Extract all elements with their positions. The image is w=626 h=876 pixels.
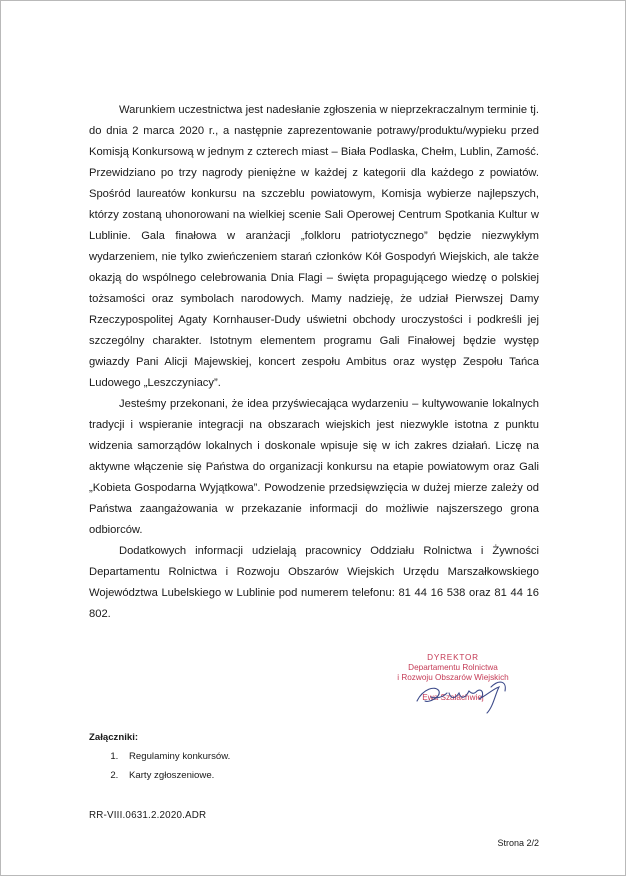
stamp-department-line2: i Rozwoju Obszarów Wiejskich <box>397 673 509 682</box>
director-stamp <box>383 653 523 715</box>
paragraph-contest-details: Warunkiem uczestnictwa jest nadesłanie zgłoszenia w nieprzekraczalnym terminie tj. do dnia 2 marca 2020 r., a następnie zaprezentowanie potrawy/produktu/wypieku przed Komisją Konkursową w jednym z czterech miast – Biała Podlaska, Chełm, Lublin, Zamość. Przewidziano po trzy nagrody pieniężne w każdej z kategorii dla każdego z powiatów. Spośród laureatów konkursu na szczeblu powiatowym, Komisja wybierze najlepszych, którzy zostaną uhonorowani na wielkiej scenie Sali Operowej Centrum Spotkania Kultur w Lublinie. Gala finałowa w aranżacji „folkloru patriotycznego” będzie niezwykłym wydarzeniem, nie tylko zwieńczeniem starań członków Kół Gospodyń Wiejskich, ale także okazją do wspólnego celebrowania Dnia Flagi – święta propagującego wiedzę o polskiej tożsamości oraz symbolach narodowych. Mamy nadzieję, że udział Pierwszej Damy Rzeczypospolitej Agaty Kornhauser-Dudy uświetni obchody uroczystości i podkreśli jej szczególny charakter. Istotnym elementem programu Gali Finałowej będzie występ gwiazdy Pani Alicji Majewskiej, koncert zespołu Ambitus oraz występ Zespołu Tańca Ludowego „Leszczyniacy”. <box>89 104 539 389</box>
paragraph-contact-info: Dodatkowych informacji udzielają pracownicy Oddziału Rolnictwa i Żywności Departamentu Rolnictwa i Rozwoju Obszarów Wiejskich Urzędu Marszałkowskiego Województwa Lubelskiego w Lublinie pod numerem telefonu: 81 44 16 538 oraz 81 44 16 802. <box>89 545 539 620</box>
stamp-name: Ewa Szałachwiej <box>422 693 484 702</box>
stamp-department-line1: Departamentu Rolnictwa <box>408 663 498 672</box>
letter-body <box>89 100 539 625</box>
attachments-section <box>89 728 230 785</box>
attachments-label: Załączniki: <box>89 732 139 743</box>
paragraph-invitation: Jesteśmy przekonani, że idea przyświecająca wydarzeniu – kultywowanie lokalnych tradycji i wspieranie integracji na obszarach wiejskich jest niezwykle istotna z punktu widzenia samorządów lokalnych i doskonale wpisuje się w ich zakres działań. Liczę na aktywne włączenie się Państwa do organizacji konkursu na etapie powiatowym oraz Gali „Kobieta Gospodarna Wyjątkowa”. Powodzenie przedsięwzięcia w dużej mierze zależy od Państwa zaangażowania w przekazanie informacji do możliwie najszerszego grona odbiorców. <box>89 398 539 536</box>
handwritten-signature <box>413 671 513 715</box>
page-number: Strona 2/2 <box>497 838 539 848</box>
stamp-title: DYREKTOR <box>427 653 479 662</box>
attachment-item: 1. Regulaminy konkursów. <box>121 747 230 766</box>
attachments-list <box>89 747 230 785</box>
document-reference-number: RR-VIII.0631.2.2020.ADR <box>89 810 207 821</box>
attachment-item: 2. Karty zgłoszeniowe. <box>121 766 230 785</box>
